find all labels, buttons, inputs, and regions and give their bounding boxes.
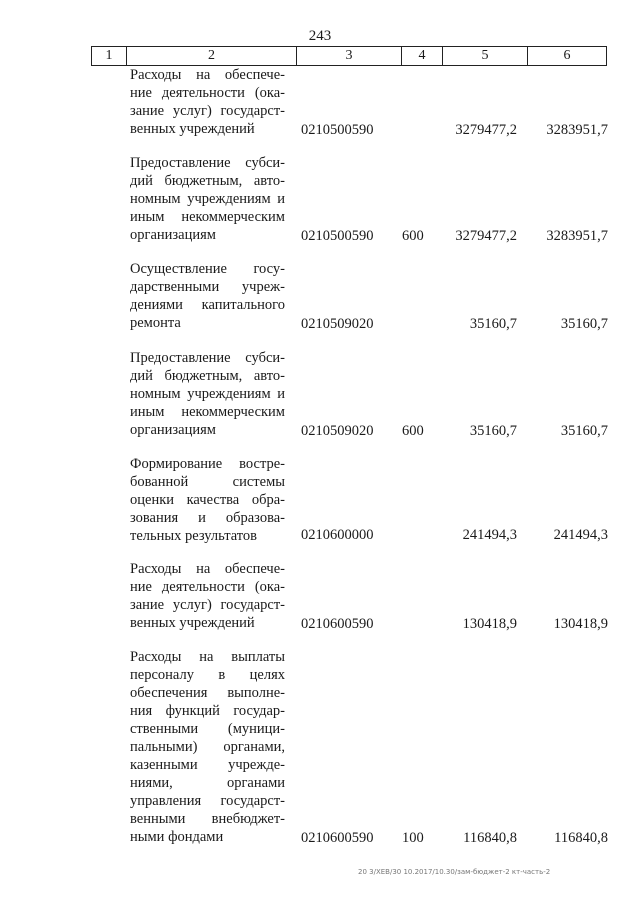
header-col-3: 3	[297, 47, 402, 65]
row-sum-col6: 35160,7	[560, 423, 608, 439]
row-sum-col5: 35160,7	[469, 423, 517, 439]
row-sum-col6: 116840,8	[554, 830, 608, 846]
row-sum-col5: 35160,7	[469, 316, 517, 332]
row-code: 0210500590	[301, 122, 374, 138]
row-sum-col6: 35160,7	[560, 316, 608, 332]
row-code: 0210509020	[301, 316, 374, 332]
footer-file-path: 20 3/ХЕВ/30 10.2017/10.30/зам-бюджет-2 кт-часть-2	[358, 868, 551, 876]
row-sum-col5: 241494,3	[462, 527, 517, 543]
row-sum-col6: 3283951,7	[546, 228, 608, 244]
table-header	[91, 46, 607, 66]
row-name: Расходы на обеспече- ние деятельности (ока- зание услуг) государст- венных учреждений	[130, 561, 285, 631]
row-expense-type: 600	[402, 228, 424, 244]
row-sum-col6: 241494,3	[553, 527, 608, 543]
row-name: Предоставление субси- дий бюджетным, авто- номным учреждениям и иным некоммерческим организациям	[130, 155, 285, 243]
header-col-1: 1	[92, 47, 127, 65]
header-col-2: 2	[127, 47, 297, 65]
row-sum-col5: 116840,8	[463, 830, 517, 846]
row-sum-col5: 3279477,2	[455, 228, 517, 244]
row-sum-col6: 130418,9	[553, 616, 608, 632]
row-name: Расходы на обеспече- ние деятельности (ока- зание услуг) государст- венных учреждений	[130, 67, 285, 137]
row-sum-col5: 130418,9	[462, 616, 517, 632]
row-code: 0210600000	[301, 527, 374, 543]
page-number: 243	[308, 28, 332, 44]
row-code: 0210600590	[301, 616, 374, 632]
row-expense-type: 600	[402, 423, 424, 439]
row-expense-type: 100	[402, 830, 424, 846]
row-code: 0210600590	[301, 830, 374, 846]
row-sum-col6: 3283951,7	[546, 122, 608, 138]
row-name: Осуществление госу- дарственными учреж- дениями капитального ремонта	[130, 261, 285, 331]
header-col-6: 6	[528, 47, 607, 65]
header-col-4: 4	[402, 47, 443, 65]
row-sum-col5: 3279477,2	[455, 122, 517, 138]
row-name: Расходы на выплаты персоналу в целях обеспечения выполне- ния функций государ- ственными (муници- пальными) органами, казенными учрежде- ниями, органами управления государст- венными внебюджет- ными фондами	[130, 649, 285, 845]
row-name: Формирование востре- бованной системы оценки качества обра- зования и образова- тельных результатов	[130, 456, 285, 544]
row-code: 0210509020	[301, 423, 374, 439]
row-name: Предоставление субси- дий бюджетным, авто- номным учреждениям и иным некоммерческим организациям	[130, 350, 285, 438]
row-code: 0210500590	[301, 228, 374, 244]
header-col-5: 5	[443, 47, 528, 65]
